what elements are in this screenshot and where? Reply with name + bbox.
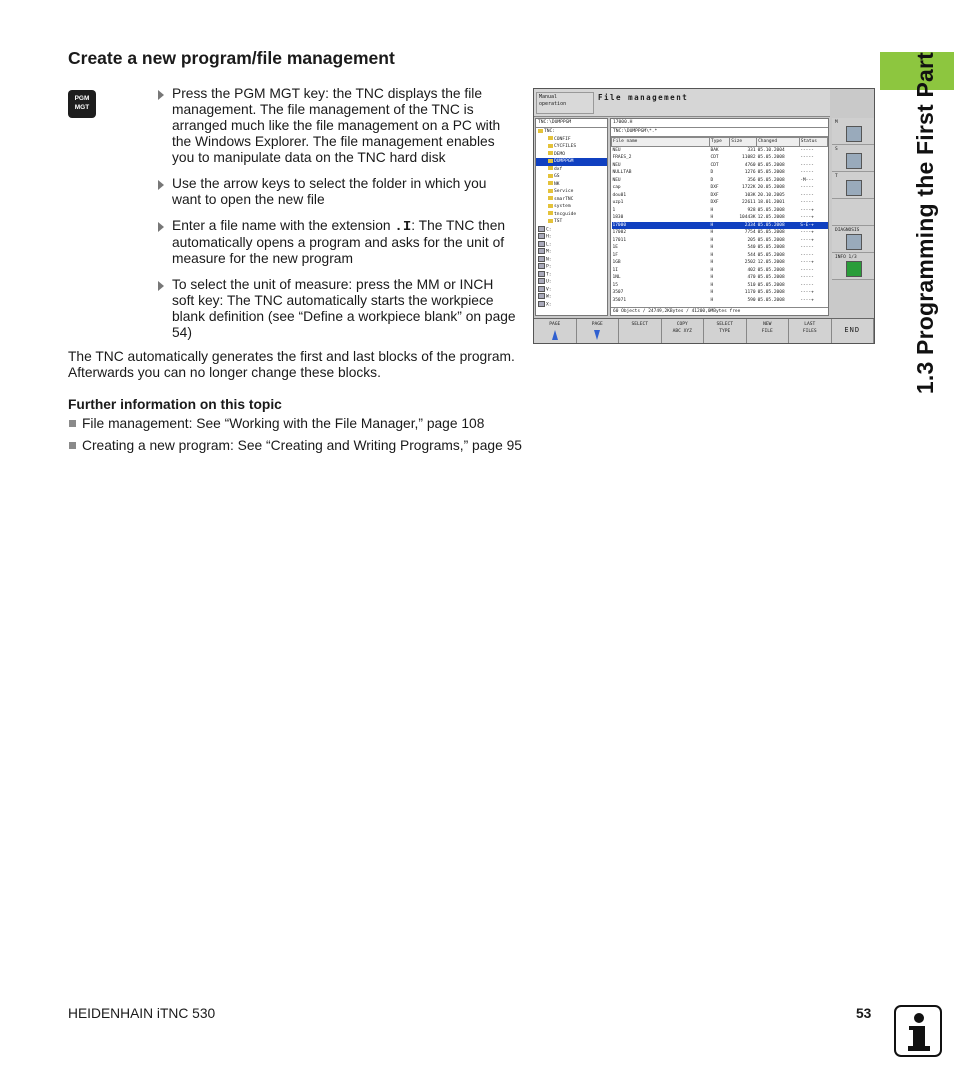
file-cell: 35071 (612, 297, 627, 303)
tree-item[interactable]: M: (536, 248, 607, 256)
info-icon (894, 1005, 942, 1057)
step-item: Enter a file name with the extension .I: The TNC then automatically opens a program and asks for the unit of measure for the new program (158, 218, 518, 267)
softkey-end[interactable]: END (832, 319, 875, 344)
tree-item[interactable]: DUMPPGM (536, 158, 607, 166)
file-cell: dou01 (612, 192, 627, 198)
folder-icon (548, 189, 553, 193)
file-row[interactable] (612, 229, 828, 237)
folder-icon (548, 204, 553, 208)
step-arrow-icon (158, 90, 164, 100)
step-item: To select the unit of measure: press the MM or INCH soft key: The TNC automatically starts the workpiece blank definition (see “Define a workpiece blank” on page 54) (158, 277, 518, 341)
file-row[interactable] (612, 274, 828, 282)
body-paragraph: The TNC automatically generates the first and last blocks of the program. Afterwards you can no longer change these blocks. (68, 349, 515, 380)
drive-icon (538, 301, 545, 307)
drive-icon (538, 226, 545, 232)
tnc-header (534, 89, 830, 117)
folder-icon (538, 129, 543, 133)
file-cell: ----+ (800, 215, 814, 221)
folder-icon (548, 196, 553, 200)
file-cell: H (710, 207, 714, 213)
file-subpath: TNC:\DUMPPGM\*.* (611, 128, 828, 137)
file-status: 60 Objects / 24749,2KBytes / 41200,0MBytes free (611, 307, 829, 315)
file-management-title: File management (598, 93, 689, 102)
file-cell: 05.05.2008 (757, 267, 785, 273)
file-cell: ----+ (800, 230, 814, 236)
file-cell: ----+ (800, 290, 814, 296)
file-cell: 1F (612, 252, 618, 258)
diagnosis-icon (846, 234, 862, 250)
info-panel-icon (846, 261, 862, 277)
tree-item[interactable]: TST (536, 218, 607, 226)
file-cell: ----- (800, 245, 814, 251)
file-table (611, 137, 828, 304)
file-cell: 1E (612, 245, 618, 251)
file-path: 17000.H (611, 119, 828, 128)
operating-mode: Manual operation (536, 92, 594, 114)
file-cell: 22611 (742, 200, 756, 206)
tree-item[interactable]: W: (536, 293, 607, 301)
file-cell: 11082 (742, 155, 756, 161)
page-number: 53 (856, 1006, 872, 1021)
chapter-side-title: 1.3 Programming the First Part (912, 52, 938, 395)
file-cell: 2334 (730, 222, 757, 230)
file-cell: 18.01.2001 (757, 200, 785, 206)
file-row[interactable] (612, 184, 828, 192)
file-cell: 331 (747, 147, 756, 153)
file-cell: ----- (800, 185, 814, 191)
softkey-bar (534, 318, 874, 344)
file-cell: H (710, 252, 714, 258)
file-cell: 1I (612, 267, 618, 273)
file-row[interactable] (612, 267, 828, 275)
file-cell: 05.05.2008 (757, 177, 785, 183)
file-cell: H (710, 222, 730, 230)
file-cell: 205 (747, 237, 756, 243)
tree-item[interactable]: dxf (536, 166, 607, 174)
pgm-mgt-key-icon: PGM MGT (68, 90, 96, 118)
tree-item[interactable]: P: (536, 263, 607, 271)
file-cell: 544 (747, 252, 756, 258)
folder-icon (548, 159, 553, 163)
file-cell: DXF (710, 185, 719, 191)
file-cell: 05.05.2008 (757, 222, 800, 230)
step-list (158, 86, 518, 351)
file-cell: ----- (800, 252, 814, 258)
file-row[interactable] (612, 297, 828, 305)
file-row[interactable] (612, 244, 828, 252)
directory-tree-pane (535, 118, 608, 316)
softkey-blank[interactable] (832, 199, 874, 226)
bullet-icon (69, 420, 76, 427)
file-cell: ----+ (800, 237, 814, 243)
file-cell: 05.05.2008 (757, 155, 785, 161)
section-title: Create a new program/file management (68, 48, 395, 68)
further-list (68, 416, 528, 460)
folder-icon (548, 219, 553, 223)
tree-item[interactable]: V: (536, 286, 607, 294)
file-cell: 20.10.2005 (757, 192, 785, 198)
file-row[interactable] (612, 237, 828, 245)
tree-item[interactable]: N: (536, 256, 607, 264)
file-cell: ----+ (800, 207, 814, 213)
file-cell: 356 (747, 177, 756, 183)
file-cell: 2502 (744, 260, 756, 266)
file-cell: 4760 (744, 162, 756, 168)
file-cell: 12.05.2008 (757, 260, 785, 266)
drive-icon (538, 286, 545, 292)
file-cell: 1GB (612, 260, 621, 266)
drive-icon (538, 293, 545, 299)
tree-item[interactable]: tncguide (536, 211, 607, 219)
tool-icon (846, 180, 862, 196)
file-cell: 05.05.2008 (757, 282, 785, 288)
tree-item[interactable]: U: (536, 278, 607, 286)
file-row[interactable] (612, 252, 828, 260)
file-cell: cap (612, 185, 621, 191)
file-row[interactable] (612, 282, 828, 290)
file-cell: 928 (747, 207, 756, 213)
file-cell: ----- (800, 155, 814, 161)
softkey-t[interactable]: T (832, 172, 874, 199)
file-row[interactable] (612, 154, 828, 162)
file-cell: 05.05.2008 (757, 252, 785, 258)
arrow-up-icon (552, 330, 558, 340)
tnc-screenshot (533, 88, 875, 344)
step-item: Use the arrow keys to select the folder in which you want to open the new file (158, 176, 518, 208)
further-item: Creating a new program: See “Creating and Writing Programs,” page 95 (68, 438, 528, 454)
file-cell: DXF (710, 192, 719, 198)
file-cell: 05.10.2004 (757, 147, 785, 153)
file-cell: D (710, 177, 714, 183)
tree-item[interactable]: DEMO (536, 151, 607, 159)
file-cell: H (710, 260, 714, 266)
softkey-page-up[interactable]: PAGE (534, 319, 577, 344)
file-row[interactable] (612, 222, 828, 230)
spindle-icon (846, 153, 862, 169)
file-cell: 05.05.2008 (757, 230, 785, 236)
file-cell: ----- (800, 282, 814, 288)
column-header[interactable]: Status (799, 138, 827, 147)
file-cell: 20.05.2008 (757, 185, 785, 191)
file-row[interactable] (612, 199, 828, 207)
file-cell: 12.05.2008 (757, 215, 785, 221)
directory-tree (536, 128, 607, 308)
file-cell: ----- (800, 170, 814, 176)
file-cell: 402 (747, 267, 756, 273)
file-cell: ----- (800, 192, 814, 198)
tree-item[interactable]: system (536, 203, 607, 211)
further-heading: Further information on this topic (68, 397, 282, 412)
file-cell: H (710, 215, 714, 221)
file-cell: H (710, 297, 714, 303)
file-cell: NULLTAB (612, 170, 632, 176)
file-cell: 05.05.2008 (757, 275, 785, 281)
softkey-select[interactable]: SELECT (619, 319, 662, 344)
file-row[interactable] (612, 207, 828, 215)
file-cell: 103K (744, 192, 756, 198)
tree-item[interactable]: smarTNC (536, 196, 607, 204)
folder-icon (548, 144, 553, 148)
file-cell: 1830 (612, 215, 624, 221)
arrow-down-icon (594, 330, 600, 340)
column-header[interactable]: Changed (757, 138, 800, 147)
file-cell: -M--- (800, 177, 814, 183)
file-cell: 1722K (742, 185, 756, 191)
softkey-info[interactable]: INFO 1/3 (832, 253, 874, 280)
file-cell: S-E-+ (799, 222, 827, 230)
file-cell: NEU (612, 147, 621, 153)
file-list-pane (610, 118, 829, 316)
file-cell: DXF (710, 200, 719, 206)
drive-icon (538, 271, 545, 277)
further-item: File management: See “Working with the File Manager,” page 108 (68, 416, 528, 432)
file-cell: ----- (800, 162, 814, 168)
drive-icon (538, 248, 545, 254)
file-cell: BAK (710, 147, 719, 153)
file-cell: H (710, 282, 714, 288)
file-cell: 17011 (612, 237, 627, 243)
file-cell: H (710, 237, 714, 243)
tree-item[interactable]: GS (536, 173, 607, 181)
file-cell: 17002 (612, 230, 627, 236)
file-cell: 3507 (612, 290, 624, 296)
file-row[interactable] (612, 214, 828, 222)
file-cell: ----- (800, 147, 814, 153)
file-cell: ----+ (800, 260, 814, 266)
file-cell: 17000 (612, 222, 710, 230)
column-header[interactable]: File name (612, 138, 710, 147)
softkey-select-type[interactable]: SELECT TYPE (704, 319, 747, 344)
file-row[interactable] (612, 259, 828, 267)
file-cell: 05.05.2008 (757, 170, 785, 176)
file-cell: 540 (747, 245, 756, 251)
drive-icon (538, 263, 545, 269)
column-header[interactable]: Type (710, 138, 730, 147)
file-row[interactable] (612, 177, 828, 185)
file-row[interactable] (612, 162, 828, 170)
step-item: Press the PGM MGT key: the TNC displays the file management. The file management of the TNC is arranged much like the file management on a PC with the Windows Explorer. The file management enables you to manipulate data on the TNC hard disk (158, 86, 518, 166)
file-cell: 15 (612, 282, 618, 288)
file-cell: NEU (612, 162, 621, 168)
tree-item[interactable]: Service (536, 188, 607, 196)
softkey-copy[interactable]: COPY ABC XYZ (662, 319, 705, 344)
column-header[interactable]: Size (730, 138, 757, 147)
file-cell: 7754 (744, 230, 756, 236)
file-cell: ----- (800, 200, 814, 206)
tree-path: TNC:\DUMPPGM (536, 119, 607, 128)
folder-icon (548, 136, 553, 140)
folder-icon (548, 151, 553, 155)
file-row[interactable] (612, 146, 828, 154)
tree-item[interactable]: CYCFILES (536, 143, 607, 151)
file-cell: D (710, 170, 714, 176)
drive-icon (538, 241, 545, 247)
file-cell: ----- (800, 267, 814, 273)
machine-icon (846, 126, 862, 142)
softkey-diagnosis[interactable]: DIAGNOSIS (832, 226, 874, 253)
drive-icon (538, 233, 545, 239)
file-row[interactable] (612, 289, 828, 297)
folder-icon (548, 181, 553, 185)
file-cell: H (710, 267, 714, 273)
folder-icon (548, 211, 553, 215)
softkey-new-file[interactable]: NEW FILE (747, 319, 790, 344)
file-row[interactable] (612, 169, 828, 177)
tree-item[interactable]: L: (536, 241, 607, 249)
file-cell: CDT (710, 155, 719, 161)
step-arrow-icon (158, 281, 164, 291)
file-cell: H (710, 230, 714, 236)
folder-icon (548, 174, 553, 178)
file-cell: 05.05.2008 (757, 207, 785, 213)
file-cell: NEU (612, 177, 621, 183)
file-cell: ----+ (800, 297, 814, 303)
file-cell: 10443K (739, 215, 756, 221)
file-cell: H (710, 275, 714, 281)
tree-item[interactable]: C: (536, 226, 607, 234)
file-cell: 1276 (744, 170, 756, 176)
file-cell: FRAES_2 (612, 155, 632, 161)
file-cell: 1NL (612, 275, 621, 281)
folder-icon (548, 166, 553, 170)
footer-brand: HEIDENHAIN iTNC 530 (68, 1006, 216, 1021)
tree-item[interactable]: TNC: (536, 128, 607, 136)
tree-item[interactable]: NK (536, 181, 607, 189)
drive-icon (538, 278, 545, 284)
softkey-last-files[interactable]: LAST FILES (789, 319, 832, 344)
file-cell: CDT (710, 162, 719, 168)
file-cell: 510 (747, 282, 756, 288)
tree-item[interactable]: X: (536, 301, 607, 309)
softkey-s[interactable]: S (832, 145, 874, 172)
file-cell: 1 (612, 207, 616, 213)
tree-item[interactable]: H: (536, 233, 607, 241)
file-cell: 470 (747, 275, 756, 281)
file-cell: ----- (800, 275, 814, 281)
file-cell: 590 (747, 297, 756, 303)
step-arrow-icon (158, 222, 164, 232)
drive-icon (538, 256, 545, 262)
vertical-softkeys (832, 118, 874, 314)
softkey-page-down[interactable]: PAGE (577, 319, 620, 344)
file-cell: 05.05.2008 (757, 162, 785, 168)
softkey-m[interactable]: M (832, 118, 874, 145)
step-arrow-icon (158, 180, 164, 190)
file-cell: H (710, 245, 714, 251)
file-cell: 05.05.2008 (757, 237, 785, 243)
file-cell: 05.05.2008 (757, 297, 785, 303)
file-row[interactable] (612, 192, 828, 200)
bullet-icon (69, 442, 76, 449)
file-cell: 05.05.2008 (757, 245, 785, 251)
file-cell: uzp1 (612, 200, 624, 206)
file-cell: 05.05.2008 (757, 290, 785, 296)
tree-item[interactable]: T: (536, 271, 607, 279)
file-cell: H (710, 290, 714, 296)
file-cell: 1170 (744, 290, 756, 296)
tree-item[interactable]: CONFIF (536, 136, 607, 144)
